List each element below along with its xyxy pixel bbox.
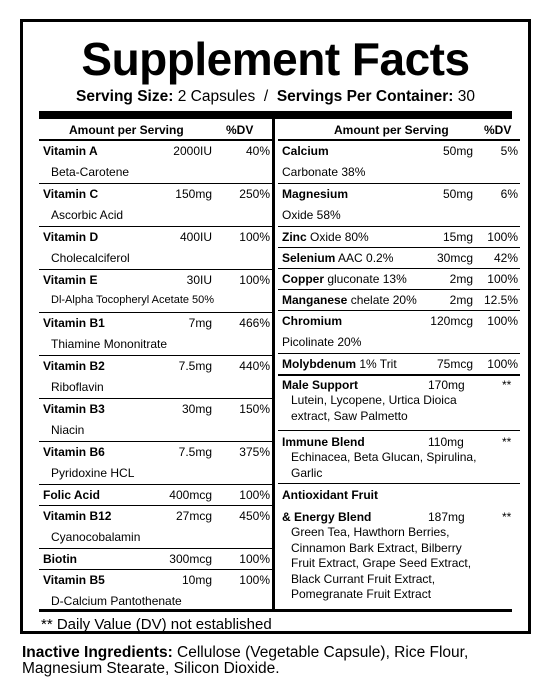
column-divider (272, 119, 275, 609)
mineral-row (278, 269, 520, 290)
nutrient-dv: 100% (239, 273, 270, 287)
blend-name: Immune Blend (282, 435, 365, 449)
mineral-dv: 100% (487, 230, 518, 244)
ingredient-line: Pomegranate Fruit Extract (291, 587, 432, 601)
mineral-name: Chromium (282, 314, 342, 328)
blend-immune (278, 431, 520, 484)
nutrient-source: Cyanocobalamin (51, 530, 141, 544)
ingredient-line: Echinacea, Beta Glucan, Spirulina, (291, 450, 477, 464)
nutrient-name: Vitamin B5 (43, 573, 105, 587)
mineral-label (282, 187, 348, 201)
nutrient-dv: 100% (239, 230, 270, 244)
mineral-source: Carbonate 38% (282, 165, 366, 179)
mineral-name: Copper (282, 272, 324, 286)
mineral-row (278, 290, 520, 311)
nutrient-amount: 300mcg (169, 552, 212, 566)
nutrient-name: Folic Acid (43, 488, 100, 502)
nutrient-name: Vitamin B1 (43, 316, 105, 330)
mineral-row (278, 184, 520, 227)
nutrient-amount: 150mg (175, 187, 212, 201)
nutrient-dv: 466% (239, 316, 270, 330)
mineral-row (278, 354, 520, 374)
blend-dv: ** (502, 435, 512, 449)
nutrient-source: Niacin (51, 423, 85, 437)
nutrient-amount: 400mcg (169, 488, 212, 502)
nutrient-row (39, 313, 272, 356)
nutrient-name: Vitamin D (43, 230, 99, 244)
blend-ingredients (291, 450, 476, 481)
nutrient-name: Biotin (43, 552, 77, 566)
mineral-form: 1% Trit (359, 357, 397, 371)
nutrient-amount: 400IU (179, 230, 212, 244)
nutrient-dv: 250% (239, 187, 270, 201)
mineral-label (282, 230, 369, 244)
ingredient-line: Black Currant Fruit Extract, (291, 571, 436, 586)
nutrient-row (39, 270, 272, 313)
blend-amount: 170mg (428, 378, 465, 392)
inactive-ingredients (22, 645, 542, 677)
servings-per-container-value: 30 (457, 88, 475, 105)
nutrient-name: Vitamin B6 (43, 445, 105, 459)
ingredient-line: Cinnamon Bark Extract, Bilberry (291, 540, 462, 555)
nutrient-dv: 100% (239, 573, 270, 587)
blend-name: Male Support (282, 378, 359, 392)
amount-header: Amount per Serving (334, 123, 449, 137)
nutrient-row (39, 227, 272, 270)
nutrient-source: Riboflavin (51, 380, 104, 394)
serving-info (23, 88, 528, 106)
ingredient-line: Garlic (291, 465, 323, 480)
amount-header: Amount per Serving (69, 123, 184, 137)
mineral-form: Oxide 80% (310, 230, 369, 244)
nutrient-amount: 2000IU (173, 144, 212, 158)
mineral-name: Zinc (282, 230, 307, 244)
nutrient-dv: 100% (239, 488, 270, 502)
blend-dv: ** (502, 378, 512, 392)
mineral-name: Selenium (282, 251, 336, 265)
mineral-dv: 100% (487, 357, 518, 371)
mineral-amount: 2mg (449, 272, 473, 286)
mineral-amount: 15mg (442, 230, 473, 244)
serving-size-label: Serving Size: (76, 88, 174, 105)
blend-amount: 110mg (428, 435, 464, 449)
nutrient-name: Vitamin B2 (43, 359, 105, 373)
nutrient-name: Vitamin A (43, 144, 98, 158)
nutrient-dv: 450% (239, 509, 270, 523)
nutrient-source: Ascorbic Acid (51, 208, 124, 222)
vitamins-column (39, 119, 272, 612)
mineral-amount: 120mcg (430, 314, 473, 328)
nutrient-name: Vitamin E (43, 273, 98, 287)
thick-rule (39, 111, 512, 119)
mineral-label (282, 314, 342, 328)
dv-header: %DV (484, 123, 512, 137)
nutrient-amount: 10mg (181, 573, 212, 587)
mineral-label (282, 251, 393, 265)
mineral-row (278, 311, 520, 354)
nutrient-dv: 100% (239, 552, 270, 566)
inactive-text: Cellulose (Vegetable Capsule), Rice Flour, Magnesium Stearate, Silicon Dioxide. (22, 644, 469, 677)
servings-per-container-label: Servings Per Container: (276, 88, 454, 105)
mineral-form: chelate 20% (350, 293, 417, 307)
mineral-name: Molybdenum (282, 357, 356, 371)
nutrient-source: D-Calcium Pantothenate (51, 594, 182, 608)
nutrient-dv: 440% (239, 359, 270, 373)
nutrient-row (39, 141, 272, 184)
blend-amount: 187mg (428, 510, 465, 524)
nutrient-row (39, 549, 272, 570)
nutrient-row (39, 184, 272, 227)
nutrient-dv: 375% (239, 445, 270, 459)
nutrient-amount: 30IU (186, 273, 212, 287)
mineral-amount: 50mg (442, 187, 473, 201)
minerals-column (278, 119, 520, 604)
mineral-label (282, 293, 417, 307)
blend-male-support (278, 376, 520, 431)
left-column-header (39, 119, 272, 141)
mineral-dv: 5% (500, 144, 518, 158)
nutrient-source: Pyridoxine HCL (51, 466, 135, 480)
ingredient-line: extract, Saw Palmetto (291, 408, 408, 423)
serving-size-value: 2 Capsules (177, 88, 256, 105)
mineral-amount: 75mcg (436, 357, 473, 371)
mineral-amount: 50mg (442, 144, 473, 158)
blend-name-line1: Antioxidant Fruit (282, 488, 378, 502)
mineral-dv: 100% (487, 314, 518, 328)
nutrient-amount: 27mcg (175, 509, 212, 523)
nutrient-amount: 7mg (188, 316, 212, 330)
inactive-label: Inactive Ingredients: (22, 644, 173, 661)
nutrient-source: Cholecalciferol (51, 251, 130, 265)
mineral-dv: 6% (500, 187, 518, 201)
nutrient-amount: 7.5mg (178, 359, 212, 373)
nutrient-row (39, 399, 272, 442)
mineral-source: Oxide 58% (282, 208, 341, 222)
nutrient-amount: 7.5mg (178, 445, 212, 459)
mineral-row (278, 141, 520, 184)
nutrient-name: Vitamin B12 (43, 509, 112, 523)
nutrient-source: Beta-Carotene (51, 165, 130, 179)
nutrient-amount: 30mg (181, 402, 212, 416)
blend-name-line2: & Energy Blend (282, 510, 372, 524)
blend-antioxidant (278, 484, 520, 604)
mineral-dv: 100% (487, 272, 518, 286)
blend-ingredients (291, 393, 457, 424)
ingredient-line: Fruit Extract, Grape Seed Extract, (291, 556, 472, 570)
mineral-amount: 2mg (449, 293, 473, 307)
dv-header: %DV (226, 123, 254, 137)
mineral-label (282, 357, 397, 371)
right-column-header (278, 119, 520, 141)
nutrient-name: Vitamin C (43, 187, 99, 201)
mineral-source: Picolinate 20% (282, 335, 362, 349)
nutrient-row (39, 506, 272, 549)
nutrient-row (39, 356, 272, 399)
ingredient-line: Green Tea, Hawthorn Berries, (291, 525, 450, 539)
blend-ingredients (291, 525, 471, 603)
mineral-name: Calcium (282, 144, 329, 158)
mineral-dv: 12.5% (483, 293, 518, 307)
panel-title: Supplement Facts (81, 33, 470, 85)
ingredient-line: Lutein, Lycopene, Urtica Dioica (291, 393, 457, 407)
mineral-row (278, 227, 520, 248)
nutrient-row (39, 442, 272, 485)
serving-separator: / (263, 88, 269, 105)
mineral-dv: 42% (493, 251, 518, 265)
mineral-row (278, 248, 520, 269)
nutrient-dv: 40% (245, 144, 270, 158)
nutrient-row (39, 570, 272, 612)
mineral-label (282, 272, 407, 286)
nutrient-dv: 150% (239, 402, 270, 416)
blend-dv: ** (502, 510, 512, 524)
nutrient-source: Thiamine Mononitrate (51, 337, 168, 351)
footnote: ** Daily Value (DV) not established (41, 616, 272, 633)
mineral-name: Magnesium (282, 187, 349, 201)
mineral-name: Manganese (282, 293, 348, 307)
bottom-rule (39, 609, 512, 612)
mineral-form: gluconate 13% (327, 272, 407, 286)
nutrient-row (39, 485, 272, 506)
nutrient-source: Dl-Alpha Tocopheryl Acetate 50% (51, 294, 215, 306)
supplement-facts-panel (20, 19, 531, 634)
mineral-form: AAC 0.2% (338, 251, 394, 265)
nutrient-name: Vitamin B3 (43, 402, 105, 416)
mineral-label (282, 144, 329, 158)
mineral-amount: 30mcg (436, 251, 473, 265)
